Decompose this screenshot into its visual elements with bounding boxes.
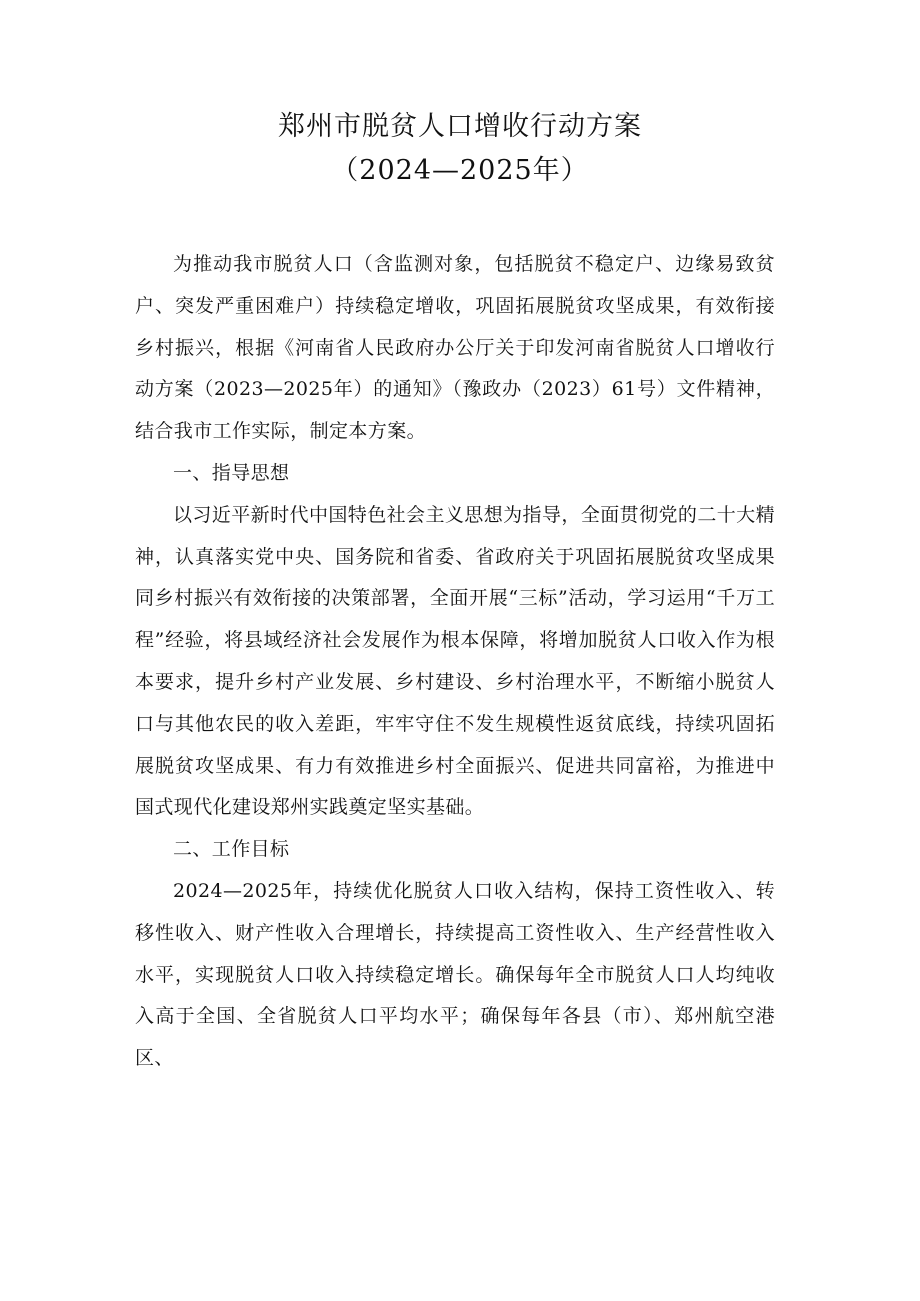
section-paragraph-work-goals: 2024—2025年，持续优化脱贫人口收入结构，保持工资性收入、转移性收入、财产性收入合理增长，持续提高工资性收入、生产经营性收入水平，实现脱贫人口收入持续稳定增长。确保每年全市脱贫人口人均纯收入高于全国、全省脱贫人口平均水平；确保每年各县（市）、郑州航空港区、 [135,879,775,1070]
section-heading-work-goals: 二、工作目标 [173,838,290,861]
intro-paragraph: 为推动我市脱贫人口（含监测对象，包括脱贫不稳定户、边缘易致贫户、突发严重困难户）持续稳定增收，巩固拓展脱贫攻坚成果，有效衔接乡村振兴，根据《河南省人民政府办公厅关于印发河南省脱贫人口增收行动方案（2023—2025年）的通知》（豫政办（2023）61号）文件精神，结合我市工作实际，制定本方案。 [135,253,775,443]
document-subtitle: （2024—2025年） [331,155,589,186]
document-title: 郑州市脱贫人口增收行动方案 [278,111,642,142]
section-paragraph-guiding-ideology: 以习近平新时代中国特色社会主义思想为指导，全面贯彻党的二十大精神，认真落实党中央、国务院和省委、省政府关于巩固拓展脱贫攻坚成果同乡村振兴有效衔接的决策部署，全面开展“三标”活动，学习运用“千万工程”经验，将县域经济社会发展作为根本保障，将增加脱贫人口收入作为根本要求，提升乡村产业发展、乡村建设、乡村治理水平，不断缩小脱贫人口与其他农民的收入差距，牢牢守住不发生规模性返贫底线，持续巩固拓展脱贫攻坚成果、有力有效推进乡村全面振兴、促进共同富裕，为推进中国式现代化建设郑州实践奠定坚实基础。 [135,503,775,819]
section-heading-guiding-ideology: 一、指导思想 [173,461,290,484]
document-body [135,244,775,1080]
